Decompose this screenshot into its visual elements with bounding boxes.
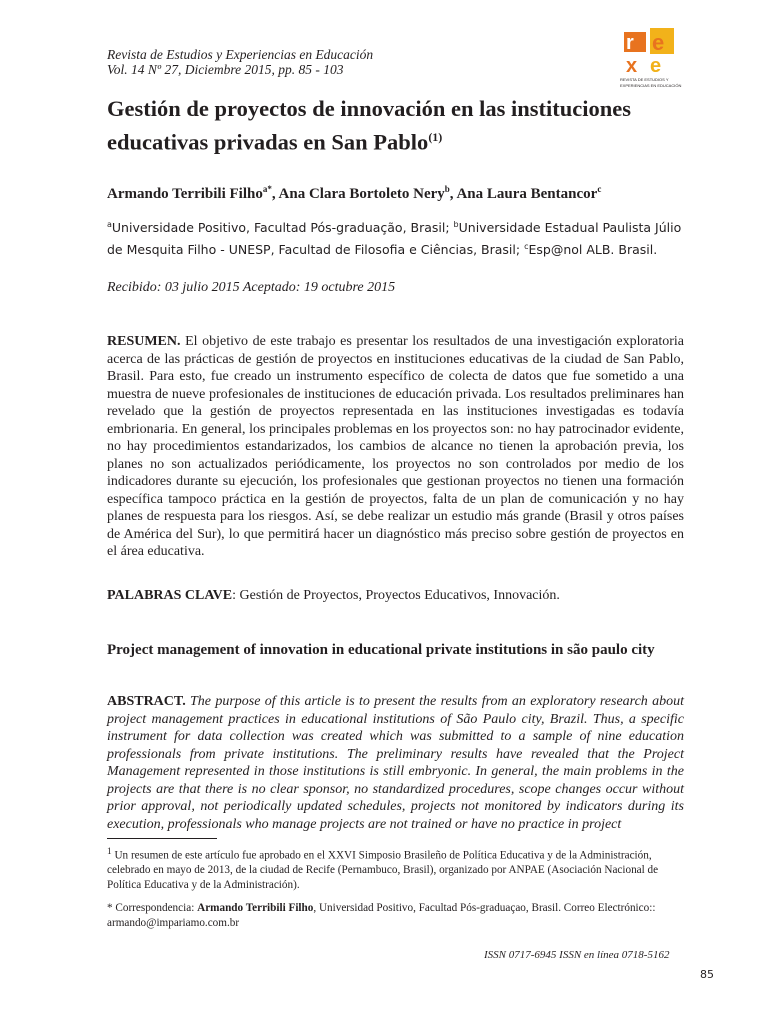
title-footnote-mark: (1)	[428, 130, 443, 144]
author-list: Armando Terribili Filho$^{a*}$, Ana Clara Bortoleto Nery$^b$, Ana Laura Bentancor$^c$	[107, 184, 602, 202]
author-3: Ana Laura Bentancor	[456, 186, 598, 202]
abstract-text: The purpose of this article is to present the results from an exploratory research about project management practices in educational institutions of São Paulo city, Brazil. Thus, a specific instrument for data collection was created which was submitted to a sample of nine education professionals from private institutions. The preliminary results have revealed that the Project Management represented in those institutions is still embryonic. In general, the main problems in the projects are that there is no clear sponsor, no standardized procedures, scope changes occur without prior approval, not periodically updated schedules, projects not monitored by indicators during its execution, professionals who manage projects are not trained or have no practice in project	[107, 694, 684, 832]
footnote-2-text: , Universidad Positivo, Facultad Pós-graduaçao, Brasil. Correo Electrónico:: armando@impariamo.com.br	[107, 902, 656, 929]
author-2: Ana Clara Bortoleto Nery	[278, 186, 445, 202]
affil-b-sup: b	[453, 220, 459, 229]
article-title	[107, 95, 667, 157]
english-title: Project management of innovation in educational private institutions in são paulo city	[107, 642, 655, 658]
footnote-1	[107, 845, 687, 892]
affil-a-sup: a	[107, 220, 112, 229]
affiliation-b: Universidade Estadual Paulista Júlio de Mesquita Filho - UNESP, Facultad de Filosofia e Ciências, Brasil;	[107, 220, 682, 258]
journal-volume: Vol. 14 Nº 27, Diciembre 2015, pp. 85 - 103	[107, 62, 344, 77]
resumen-label: RESUMEN.	[107, 334, 181, 349]
footnote-correspondence	[107, 901, 687, 930]
footnote-1-text: Un resumen de este artículo fue aprobado en el XXVI Simposio Brasileño de Política Educativa y de la Administración, celebrado en mayo de 2013, de la ciudad de Recife (Pernambuco, Brasil), organizado por ANPAE (Asociación Nacional de Política Educativa y de la Administración).	[107, 849, 659, 891]
logo-letter-x: x	[626, 55, 638, 77]
keywords-label: PALABRAS CLAVE	[107, 588, 233, 603]
resumen-text: El objetivo de este trabajo es presentar los resultados de una investigación exploratoria acerca de las prácticas de gestión de proyectos en instituciones educativas de la ciudad de San Pablo, Brasil. Para esto, fue creado un instrumento específico de colecta de datos que fue sometido a una muestra de nueve profesionales de instituciones de educación privada. Los resultados preliminares han revelado que la gestión de proyectos representada en las instituciones investigadas es todavía embrionaria. En general, los principales problemas en los proyectos son: no hay patrocinador evidente, no hay procedimientos estandarizados, los cambios de alcance no tienen la aprobación previa, los planes no son actualizados periódicamente, los proyectos no son controlados por medio de los indicadores durante su ejecución, los profesionales que gestionan proyectos no tienen una formación específica tampoco práctica en la gestión de proyectos, falta de un plan de comunicación y no hay planes de respuesta para los riesgos. Así, se debe realizar un estudio más grande (Brasil y otros países de América del Sur), lo que permitirá hacer un diagnóstico más preciso sobre gestión de proyectos en el área educativa.	[107, 334, 684, 559]
footnote-divider	[107, 838, 217, 839]
logo-caption-2: EXPERIENCIAS EN EDUCACIÓN	[620, 83, 682, 88]
logo-letter-e: e	[652, 30, 665, 55]
keywords	[107, 588, 560, 604]
logo-letter-r: r	[626, 32, 634, 54]
page-number: 85	[700, 968, 714, 981]
affiliations	[107, 215, 682, 259]
keywords-text: : Gestión de Proyectos, Proyectos Educativos, Innovación.	[232, 588, 560, 603]
footnote-1-mark: 1	[107, 847, 112, 857]
article-title-text: Gestión de proyectos de innovación en las instituciones educativas privadas en San Pablo	[107, 96, 631, 155]
journal-logo	[620, 28, 684, 90]
affiliation-c: Esp@nol ALB. Brasil.	[528, 242, 658, 258]
author-1-sup: a*	[262, 184, 272, 194]
footnote-2-mark: *	[107, 902, 113, 914]
author-2-sup: b	[444, 184, 450, 194]
journal-name: Revista de Estudios y Experiencias en Educación	[107, 47, 374, 62]
author-1: Armando Terribili Filho	[107, 186, 263, 202]
affil-c-sup: c	[524, 242, 529, 252]
logo-caption-1: REVISTA DE ESTUDIOS Y	[620, 77, 669, 82]
abstract-paragraph	[107, 693, 684, 833]
issn: ISSN 0717-6945 ISSN en línea 0718-5162	[484, 949, 670, 961]
abstract-label: ABSTRACT.	[107, 694, 186, 709]
logo-letter-e2: e	[650, 55, 662, 77]
footnote-2-prefix: Correspondencia:	[112, 902, 198, 914]
received-accepted-dates: Recibido: 03 julio 2015 Aceptado: 19 octubre 2015	[107, 280, 396, 295]
author-3-sup: c	[597, 184, 602, 194]
resumen-paragraph	[107, 333, 684, 561]
affiliation-a: Universidade Positivo, Facultad Pós-graduação, Brasil;	[111, 220, 454, 236]
footnote-2-name: Armando Terribili Filho	[197, 902, 314, 914]
journal-reference	[107, 47, 373, 77]
